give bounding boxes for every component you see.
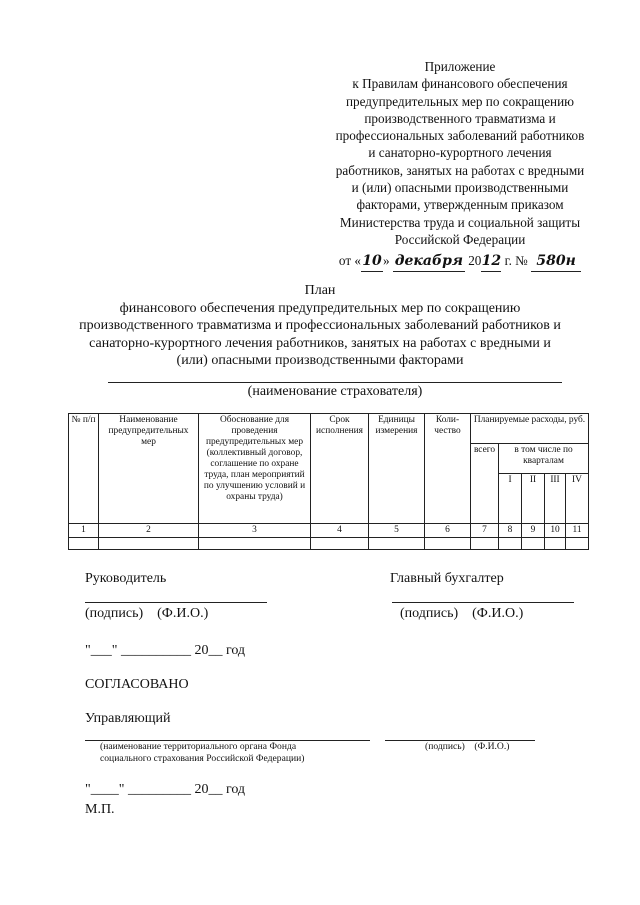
fund-label-line: (наименование территориального органа Фонда (100, 741, 297, 752)
plan-title-line: санаторно-курортного лечения работников, занятых на работах с вредными и (89, 335, 551, 351)
agreed-heading: СОГЛАСОВАНО (85, 677, 189, 692)
header-total: всего (471, 444, 499, 524)
col-number: 1 (69, 524, 99, 538)
order-mid3: г. № (504, 253, 528, 269)
manager-sign-label (425, 741, 509, 753)
date-line (85, 643, 245, 659)
order-reference (305, 252, 615, 271)
col-number: 2 (99, 524, 199, 538)
appendix-line: к Правилам финансового обеспечения (352, 76, 568, 92)
col-number: 9 (522, 524, 545, 538)
plan-table (68, 413, 589, 550)
date-quote: " (118, 782, 125, 797)
col-number: 5 (369, 524, 425, 538)
appendix-header (305, 58, 615, 272)
appendix-line: и санаторно-курортного лечения (368, 145, 552, 161)
seal-label: М.П. (85, 802, 115, 817)
date-day-blank: ____ (90, 782, 119, 797)
order-mid2: 20 (468, 253, 482, 269)
appendix-line: Российской Федерации (394, 231, 526, 247)
appendix-line: факторами, утвержденным приказом (356, 197, 564, 213)
date-quote: " (111, 643, 118, 658)
col-number: 8 (499, 524, 522, 538)
name-label: (Ф.И.О.) (157, 606, 209, 621)
date-month-blank: __________ (120, 643, 191, 658)
accountant-title: Главный бухгалтер (390, 571, 504, 586)
name-label: (Ф.И.О.) (474, 741, 510, 752)
header-term: Срок исполнения (311, 414, 369, 524)
header-q1: I (499, 474, 522, 524)
col-number: 4 (311, 524, 369, 538)
name-label: (Ф.И.О.) (472, 606, 524, 621)
order-day: 10 (361, 253, 383, 271)
col-number: 3 (199, 524, 311, 538)
appendix-line: работников, занятых на работах с вредными (335, 162, 585, 178)
head-sign-label (85, 606, 208, 622)
appendix-line: Министерства труда и социальной защиты (339, 214, 581, 230)
insurer-label: (наименование страхователя) (247, 384, 423, 399)
date-year: 20__ год (194, 782, 246, 797)
header-measures: Наименование предупредительных мер (99, 414, 199, 524)
order-month: декабря (393, 253, 465, 271)
header-num: № п/п (69, 414, 99, 524)
head-title: Руководитель (85, 571, 167, 586)
fund-label (100, 741, 304, 765)
appendix-line: производственного травматизма и (364, 110, 556, 126)
col-number: 11 (566, 524, 589, 538)
sign-label: (подпись) (425, 741, 465, 752)
appendix-line: предупредительных мер по сокращению (345, 93, 575, 109)
sign-label: (подпись) (85, 606, 144, 621)
col-number: 6 (425, 524, 471, 538)
date-quote: " (85, 643, 91, 658)
appendix-line: профессиональных заболеваний работников (335, 128, 585, 144)
order-mid1: » (383, 253, 390, 269)
plan-title-line: (или) опасными производственными факторами (176, 353, 464, 368)
accountant-sign-line (392, 602, 574, 603)
plan-heading: План (304, 283, 336, 298)
head-sign-line (85, 602, 267, 603)
date-year: 20__ год (194, 643, 246, 658)
appendix-line: и (или) опасными производственными (351, 180, 569, 196)
header-units: Единицы измерения (369, 414, 425, 524)
sign-label: (подпись) (400, 606, 459, 621)
header-q4: IV (566, 474, 589, 524)
manager-title: Управляющий (85, 711, 171, 726)
order-year: 12 (481, 253, 501, 271)
appendix-line: Приложение (424, 59, 496, 74)
accountant-sign-label (400, 606, 523, 622)
header-qty: Коли-чество (425, 414, 471, 524)
col-number: 7 (471, 524, 499, 538)
col-number: 10 (545, 524, 566, 538)
header-q3: III (545, 474, 566, 524)
date-line-2 (85, 782, 245, 798)
date-quote: " (85, 782, 91, 797)
order-prefix: от « (338, 253, 361, 269)
plan-title-line: производственного травматизма и профессиональных заболеваний работников и (79, 318, 561, 333)
header-quarters: в том числе по кварталам (499, 444, 589, 474)
order-number: 580н (531, 253, 581, 271)
fund-label-line: социального страхования Российской Федерации) (100, 753, 305, 764)
plan-title-line: финансового обеспечения предупредительных мер по сокращению (119, 300, 521, 316)
header-basis: Обоснование для проведения предупредительных мер (коллективный договор, соглашение по охране труда, план мероприятий по улучшению условий и охраны труда) (199, 414, 311, 524)
header-q2: II (522, 474, 545, 524)
plan-title (40, 282, 600, 370)
date-day-blank: ___ (90, 643, 112, 658)
header-planned: Планируемые расходы, руб. (471, 414, 589, 444)
table-row (69, 538, 589, 550)
date-month-blank: _________ (127, 782, 191, 797)
insurer-line (108, 382, 562, 383)
